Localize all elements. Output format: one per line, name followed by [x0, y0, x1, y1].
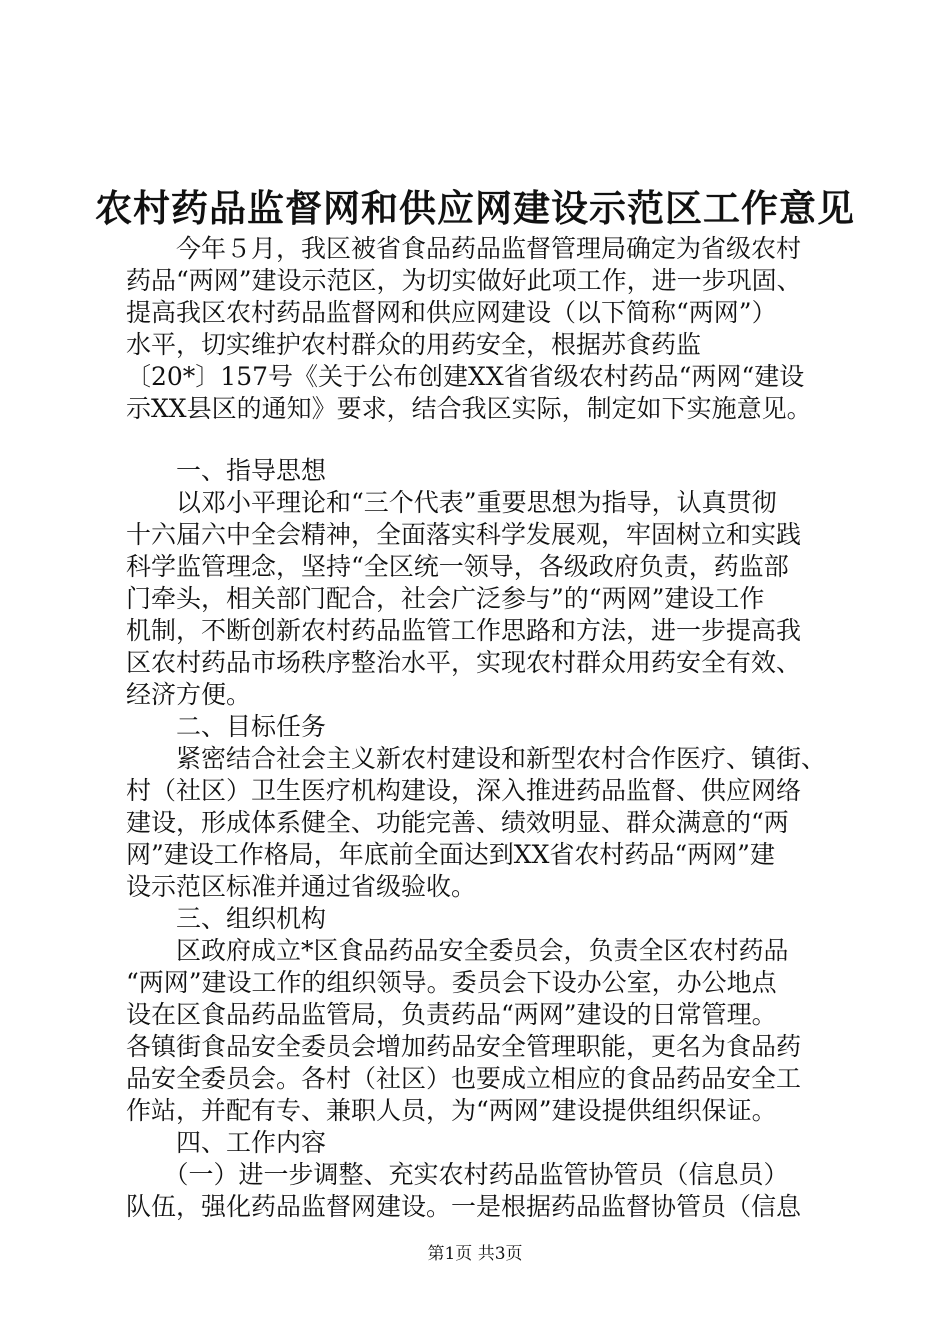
text-line: 作站，并配有专、兼职人员，为“两网”建设提供组织保证。: [126, 1096, 777, 1125]
text-line: 区政府成立*区食品药品安全委员会，负责全区农村药品: [126, 936, 789, 965]
text-line: 各镇街食品安全委员会增加药品安全管理职能，更名为食品药: [126, 1032, 802, 1061]
text-line: 队伍，强化药品监督网建设。一是根据药品监督协管员（信息: [126, 1192, 802, 1221]
paragraph-gap: [126, 425, 836, 455]
text-line: 〔20*〕157号《关于公布创建XX省省级农村药品“两网“建设: [126, 362, 805, 391]
document-title: 农村药品监督网和供应网建设示范区工作意见: [95, 186, 855, 230]
text-line: 设在区食品药品监管局，负责药品“两网”建设的日常管理。: [126, 1000, 777, 1029]
text-line: 提高我区农村药品监督网和供应网建设（以下简称“两网”）: [126, 298, 777, 327]
section-heading: 四、工作内容: [126, 1128, 327, 1157]
text-line: 今年５月，我区被省食品药品监督管理局确定为省级农村: [126, 234, 802, 263]
text-line: 以邓小平理论和“三个代表”重要思想为指导，认真贯彻: [126, 488, 777, 517]
text-line: （一）进一步调整、充实农村药品监管协管员（信息员）: [126, 1160, 789, 1189]
text-line: 科学监管理念，坚持“全区统一领导，各级政府负责，药监部: [126, 552, 789, 581]
text-line: 水平，切实维护农村群众的用药安全，根据苏食药监: [126, 330, 702, 359]
text-line: 紧密结合社会主义新农村建设和新型农村合作医疗、镇街、: [126, 744, 827, 773]
text-line: 村（社区）卫生医疗机构建设，深入推进药品监督、供应网络: [126, 776, 802, 805]
text-line: 示XX县区的通知》要求，结合我区实际，制定如下实施意见。: [126, 394, 812, 423]
text-line: 建设，形成体系健全、功能完善、绩效明显、群众满意的“两: [126, 808, 789, 837]
text-line: 机制，不断创新农村药品监管工作思路和方法，进一步提高我: [126, 616, 802, 645]
paragraph-sections: [126, 455, 836, 1223]
section-heading: 三、组织机构: [126, 904, 327, 933]
text-line: 品安全委员会。各村（社区）也要成立相应的食品药品安全工: [126, 1064, 802, 1093]
text-line: “两网”建设工作的组织领导。委员会下设办公室，办公地点: [126, 968, 777, 997]
text-line: 门牵头，相关部门配合，社会广泛参与”的“两网”建设工作: [126, 584, 765, 613]
text-line: 设示范区标准并通过省级验收。: [126, 872, 477, 901]
section-heading: 一、指导思想: [126, 456, 327, 485]
text-line: 区农村药品市场秩序整治水平，实现农村群众用药安全有效、: [126, 648, 802, 677]
page-number: 第1页 共3页: [427, 1244, 523, 1264]
text-line: 经济方便。: [126, 680, 252, 709]
document-body: [126, 233, 836, 1223]
section-heading: 二、目标任务: [126, 712, 327, 741]
text-line: 十六届六中全会精神，全面落实科学发展观，牢固树立和实践: [126, 520, 802, 549]
text-line: 网”建设工作格局，年底前全面达到XX省农村药品“两网”建: [126, 840, 775, 869]
text-line: 药品“两网”建设示范区，为切实做好此项工作，进一步巩固、: [126, 266, 802, 295]
paragraph-intro: [126, 233, 836, 425]
